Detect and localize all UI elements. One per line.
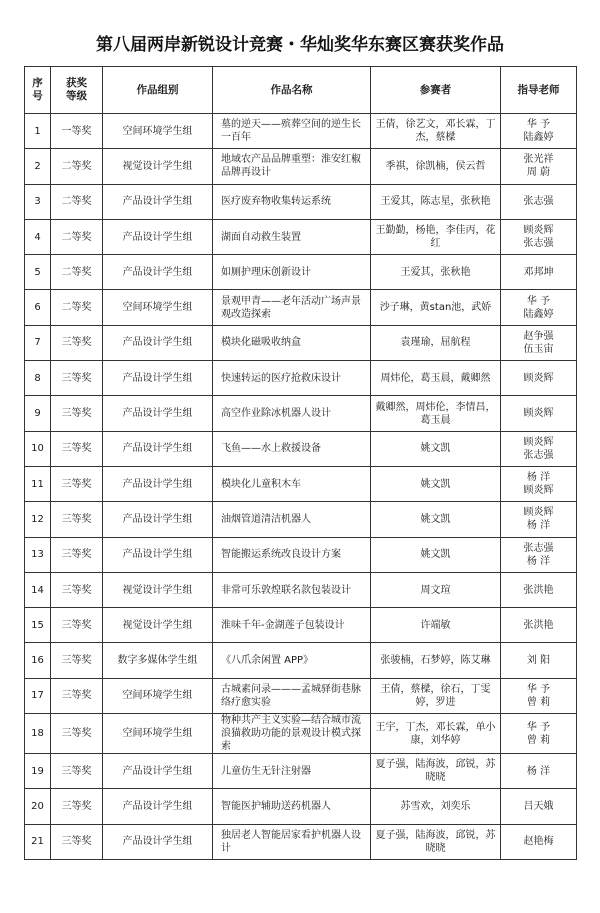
- work-title-cell: 模块化儿童积木车: [213, 466, 371, 501]
- row-number-cell: 12: [25, 502, 51, 537]
- row-number-cell: 6: [25, 290, 51, 325]
- table-row: [25, 537, 577, 572]
- award-level-cell: 三等奖: [51, 608, 103, 643]
- work-title-cell: 《八爪余闲置 APP》: [213, 643, 371, 678]
- row-number-cell: 5: [25, 255, 51, 290]
- work-group-cell: 数字多媒体学生组: [103, 643, 213, 678]
- award-level-cell: 三等奖: [51, 396, 103, 431]
- row-number-cell: 2: [25, 149, 51, 184]
- row-number-cell: 7: [25, 325, 51, 360]
- work-group-cell: 产品设计学生组: [103, 255, 213, 290]
- work-group-cell: 产品设计学生组: [103, 466, 213, 501]
- award-level-cell: 三等奖: [51, 361, 103, 396]
- award-level-cell: 二等奖: [51, 149, 103, 184]
- header-no: [25, 67, 51, 114]
- teacher-cell: 顾炎辉: [501, 361, 577, 396]
- row-number-cell: 14: [25, 572, 51, 607]
- award-level-cell: 三等奖: [51, 537, 103, 572]
- work-title-cell: 墓的逆天——殡葬空间的逆生长一百年: [213, 114, 371, 149]
- work-group-cell: 产品设计学生组: [103, 325, 213, 360]
- table-header-row: [25, 67, 577, 114]
- teacher-cell: 邓邦坤: [501, 255, 577, 290]
- table-row: [25, 396, 577, 431]
- work-group-cell: 产品设计学生组: [103, 361, 213, 396]
- header-participants: 参赛者: [371, 67, 501, 114]
- work-group-cell: 空间环境学生组: [103, 114, 213, 149]
- work-group-cell: 视觉设计学生组: [103, 149, 213, 184]
- award-level-cell: 三等奖: [51, 824, 103, 859]
- table-row: [25, 114, 577, 149]
- work-group-cell: 空间环境学生组: [103, 290, 213, 325]
- award-level-cell: 三等奖: [51, 466, 103, 501]
- award-level-cell: 一等奖: [51, 114, 103, 149]
- teacher-cell: 赵争强 伍玉宙: [501, 325, 577, 360]
- table-body: [25, 114, 577, 860]
- page-title: 第八届两岸新锐设计竞赛・华灿奖华东赛区赛获奖作品: [96, 35, 504, 55]
- work-group-cell: 空间环境学生组: [103, 714, 213, 754]
- table-row: [25, 184, 577, 219]
- work-group-cell: 产品设计学生组: [103, 754, 213, 789]
- row-number-cell: 15: [25, 608, 51, 643]
- work-title-cell: 非常可乐敦煌联名款包装设计: [213, 572, 371, 607]
- award-level-cell: 二等奖: [51, 290, 103, 325]
- header-group: 作品组别: [103, 67, 213, 114]
- row-number-cell: 17: [25, 678, 51, 713]
- teacher-cell: 华 予 曾 莉: [501, 678, 577, 713]
- awards-table: [24, 66, 577, 860]
- row-number-cell: 9: [25, 396, 51, 431]
- work-title-cell: 淮味千年-金湖莲子包装设计: [213, 608, 371, 643]
- award-level-cell: 三等奖: [51, 789, 103, 824]
- participants-cell: 姚文凯: [371, 431, 501, 466]
- header-work: 作品名称: [213, 67, 371, 114]
- work-group-cell: 产品设计学生组: [103, 824, 213, 859]
- teacher-cell: 顾炎辉 张志强: [501, 219, 577, 254]
- work-title-cell: 油烟管道清洁机器人: [213, 502, 371, 537]
- award-level-cell: 三等奖: [51, 431, 103, 466]
- table-row: [25, 502, 577, 537]
- participants-cell: 许端敏: [371, 608, 501, 643]
- participants-cell: 王爱其，陈志星，张秋艳: [371, 184, 501, 219]
- teacher-cell: 华 予 陆鑫婷: [501, 290, 577, 325]
- work-group-cell: 产品设计学生组: [103, 396, 213, 431]
- work-title-cell: 模块化磁吸收纳盒: [213, 325, 371, 360]
- work-title-cell: 智能医护辅助送药机器人: [213, 789, 371, 824]
- work-title-cell: 景观甲青——老年活动广场声景观改造探索: [213, 290, 371, 325]
- table-row: [25, 255, 577, 290]
- teacher-cell: 吕天娥: [501, 789, 577, 824]
- work-group-cell: 产品设计学生组: [103, 789, 213, 824]
- work-title-cell: 医疗废弃物收集转运系统: [213, 184, 371, 219]
- row-number-cell: 1: [25, 114, 51, 149]
- row-number-cell: 11: [25, 466, 51, 501]
- participants-cell: 苏雪欢，刘奕乐: [371, 789, 501, 824]
- participants-cell: 王勤勤，杨艳，李佳丙，花红: [371, 219, 501, 254]
- work-group-cell: 空间环境学生组: [103, 678, 213, 713]
- teacher-cell: 顾炎辉 杨 洋: [501, 502, 577, 537]
- participants-cell: 王宇，丁杰，邓长霖，单小康，刘华婷: [371, 714, 501, 754]
- participants-cell: 袁瑾瑜，屈航程: [371, 325, 501, 360]
- teacher-cell: 杨 洋: [501, 754, 577, 789]
- table-row: [25, 149, 577, 184]
- work-group-cell: 视觉设计学生组: [103, 608, 213, 643]
- table-row: [25, 466, 577, 501]
- participants-cell: 夏子强，陆海波，邱锐，苏晓晓: [371, 754, 501, 789]
- work-title-cell: 物种共产主义实验—结合城市流浪猫救助功能的景观设计模式探索: [213, 714, 371, 754]
- work-group-cell: 产品设计学生组: [103, 537, 213, 572]
- award-level-cell: 三等奖: [51, 643, 103, 678]
- row-number-cell: 4: [25, 219, 51, 254]
- work-group-cell: 视觉设计学生组: [103, 572, 213, 607]
- work-group-cell: 产品设计学生组: [103, 219, 213, 254]
- participants-cell: 周炜伦，葛玉晨，戴卿然: [371, 361, 501, 396]
- table-row: [25, 361, 577, 396]
- work-title-cell: 智能搬运系统改良设计方案: [213, 537, 371, 572]
- participants-cell: 姚文凯: [371, 466, 501, 501]
- participants-cell: 王爱其，张秋艳: [371, 255, 501, 290]
- teacher-cell: 张光祥 周 蔚: [501, 149, 577, 184]
- row-number-cell: 20: [25, 789, 51, 824]
- table-row: [25, 290, 577, 325]
- work-group-cell: 产品设计学生组: [103, 502, 213, 537]
- table-row: [25, 608, 577, 643]
- work-title-cell: 如厕护理床创新设计: [213, 255, 371, 290]
- award-level-cell: 二等奖: [51, 219, 103, 254]
- work-title-cell: 地域农产品品牌重塑：淮安红椒品牌再设计: [213, 149, 371, 184]
- award-level-cell: 三等奖: [51, 502, 103, 537]
- work-title-cell: 快速转运的医疗抢救床设计: [213, 361, 371, 396]
- table-row: [25, 714, 577, 754]
- participants-cell: 姚文凯: [371, 502, 501, 537]
- table-row: [25, 643, 577, 678]
- row-number-cell: 8: [25, 361, 51, 396]
- row-number-cell: 16: [25, 643, 51, 678]
- participants-cell: 戴卿然，周炜伦，李情昌，葛玉晨: [371, 396, 501, 431]
- award-level-cell: 三等奖: [51, 714, 103, 754]
- header-no-label: 序 号: [32, 77, 43, 102]
- table-row: [25, 431, 577, 466]
- row-number-cell: 21: [25, 824, 51, 859]
- award-level-cell: 三等奖: [51, 572, 103, 607]
- table-row: [25, 572, 577, 607]
- work-title-cell: 儿童仿生无针注射器: [213, 754, 371, 789]
- table-row: [25, 754, 577, 789]
- teacher-cell: 张志强: [501, 184, 577, 219]
- work-title-cell: 高空作业除冰机器人设计: [213, 396, 371, 431]
- participants-cell: 王倩，蔡樑，徐石，丁雯婷，罗进: [371, 678, 501, 713]
- row-number-cell: 3: [25, 184, 51, 219]
- teacher-cell: 赵艳梅: [501, 824, 577, 859]
- participants-cell: 季祺，徐凯楠，侯云哲: [371, 149, 501, 184]
- award-level-cell: 三等奖: [51, 325, 103, 360]
- work-title-cell: 飞鱼——水上救援设备: [213, 431, 371, 466]
- table-row: [25, 824, 577, 859]
- row-number-cell: 18: [25, 714, 51, 754]
- award-level-cell: 二等奖: [51, 184, 103, 219]
- teacher-cell: 张志强 杨 洋: [501, 537, 577, 572]
- teacher-cell: 杨 洋 顾炎辉: [501, 466, 577, 501]
- teacher-cell: 顾炎辉: [501, 396, 577, 431]
- table-row: [25, 219, 577, 254]
- row-number-cell: 10: [25, 431, 51, 466]
- header-teacher: 指导老师: [501, 67, 577, 114]
- teacher-cell: 华 予 陆鑫婷: [501, 114, 577, 149]
- teacher-cell: 华 予 曾 莉: [501, 714, 577, 754]
- work-title-cell: 古城素问录———孟城驿街巷脉络疗愈实验: [213, 678, 371, 713]
- table-row: [25, 678, 577, 713]
- participants-cell: 夏子强，陆海波，邱锐，苏晓晓: [371, 824, 501, 859]
- award-level-cell: 二等奖: [51, 255, 103, 290]
- award-level-cell: 三等奖: [51, 754, 103, 789]
- teacher-cell: 张洪艳: [501, 608, 577, 643]
- teacher-cell: 顾炎辉 张志强: [501, 431, 577, 466]
- header-award-label: 获奖 等级: [66, 77, 87, 102]
- award-level-cell: 三等奖: [51, 678, 103, 713]
- participants-cell: 周文瑄: [371, 572, 501, 607]
- table-row: [25, 325, 577, 360]
- participants-cell: 王倩，徐艺文，邓长霖，丁杰，蔡樑: [371, 114, 501, 149]
- participants-cell: 张骏楠，石梦婷，陈艾琳: [371, 643, 501, 678]
- work-title-cell: 湖面自动救生装置: [213, 219, 371, 254]
- teacher-cell: 刘 阳: [501, 643, 577, 678]
- teacher-cell: 张洪艳: [501, 572, 577, 607]
- table-row: [25, 789, 577, 824]
- work-title-cell: 独居老人智能居家看护机器人设计: [213, 824, 371, 859]
- work-group-cell: 产品设计学生组: [103, 184, 213, 219]
- participants-cell: 姚文凯: [371, 537, 501, 572]
- row-number-cell: 19: [25, 754, 51, 789]
- participants-cell: 沙子琳，黄stan池，武娇: [371, 290, 501, 325]
- row-number-cell: 13: [25, 537, 51, 572]
- header-award: [51, 67, 103, 114]
- work-group-cell: 产品设计学生组: [103, 431, 213, 466]
